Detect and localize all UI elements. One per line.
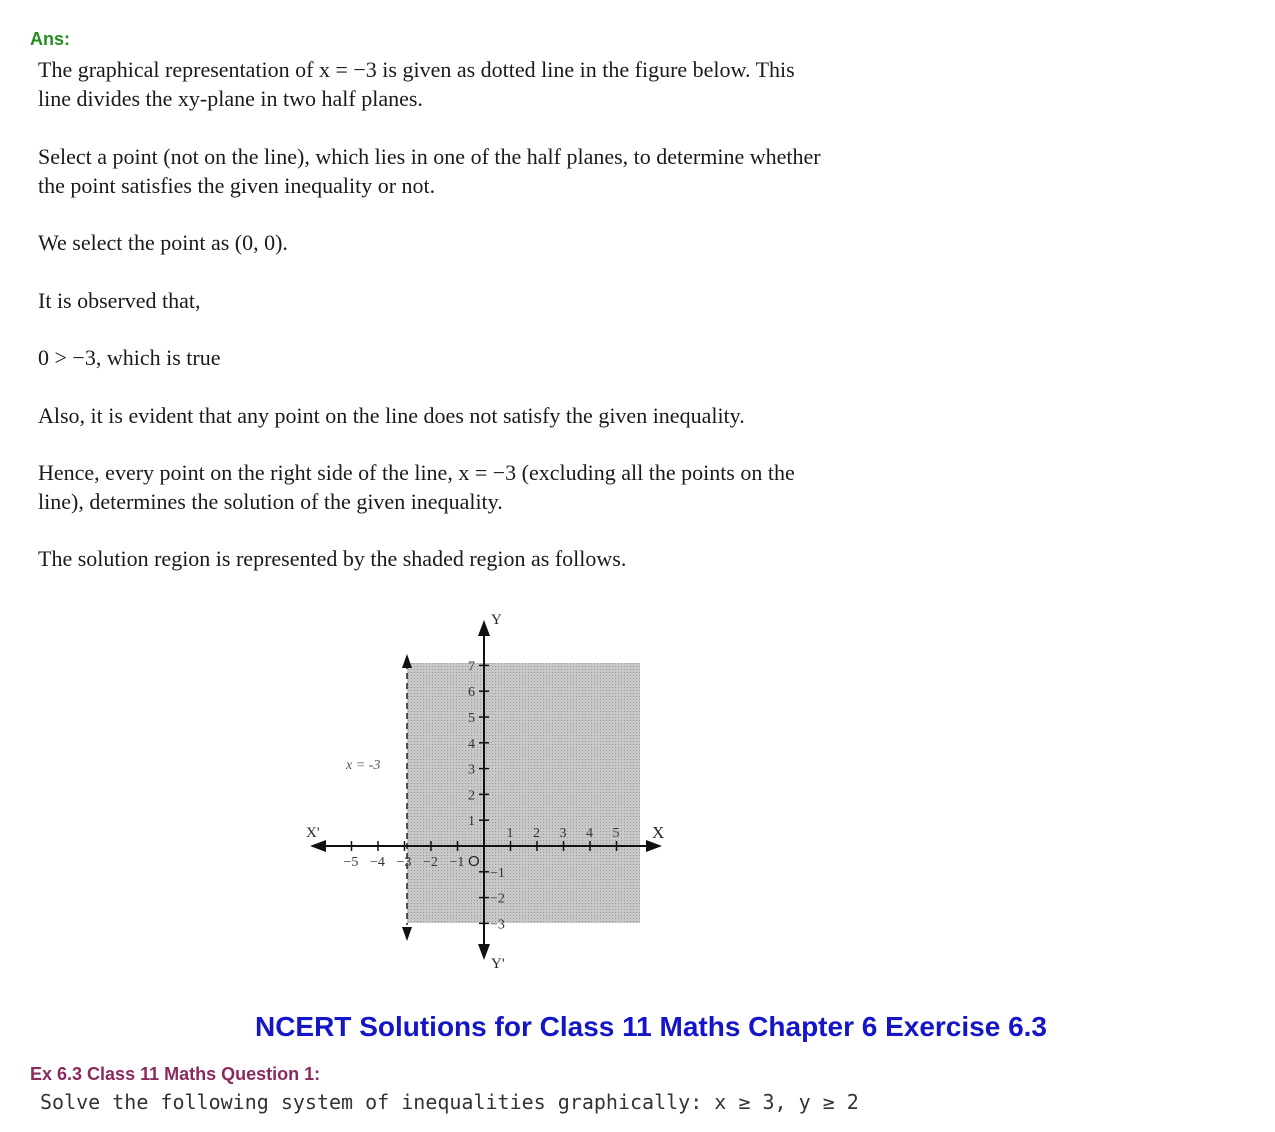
x-tick-label: 3	[559, 826, 567, 841]
graph-svg	[300, 600, 680, 980]
y-tick-label: 3	[468, 762, 475, 778]
axis-label-x: X	[652, 823, 665, 842]
x-tick-label: −4	[370, 855, 385, 870]
x-tick-label: −5	[343, 855, 359, 870]
axis-label-x-neg: X'	[306, 825, 320, 841]
paragraph-line: 0 > −3, which is true	[38, 345, 221, 370]
y-tick-label: −3	[490, 917, 505, 933]
y-tick-label: −1	[490, 865, 505, 881]
y-tick-label: 6	[468, 685, 475, 701]
paragraph-line: Hence, every point on the right side of the line, x = −3 (excluding all the points on the	[38, 460, 795, 485]
x-tick-label: −2	[423, 855, 438, 870]
section-heading: NCERT Solutions for Class 11 Maths Chapter 6 Exercise 6.3	[254, 1011, 1048, 1042]
answer-body	[38, 56, 938, 574]
paragraph-line: line divides the xy-plane in two half planes.	[38, 85, 423, 111]
dotted-line-arrow-up	[402, 654, 412, 668]
x-tick-label: −1	[449, 855, 465, 870]
question-text: Solve the following system of inequalities graphically: x ≥ 3, y ≥ 2	[40, 1090, 859, 1114]
paragraph-line: The solution region is represented by the shaded region as follows.	[38, 546, 627, 571]
x-tick-label: −3	[396, 855, 412, 870]
paragraph-line: Also, it is evident that any point on the line does not satisfy the given inequality.	[38, 402, 745, 428]
dotted-line-arrow-down	[402, 927, 412, 941]
x-axis-arrow-left	[310, 840, 326, 852]
origin-label: O	[468, 853, 480, 870]
axis-label-y: Y	[491, 612, 502, 628]
line-label: x = -3	[346, 758, 381, 773]
paragraph-line: line), determines the solution of the given inequality.	[38, 488, 503, 514]
y-tick-label: 1	[468, 814, 475, 830]
solution-region-graph	[300, 600, 680, 980]
paragraph-line: We select the point as (0, 0).	[38, 230, 288, 255]
shaded-region	[407, 663, 640, 923]
paragraph-line: The graphical representation of x = −3 is given as dotted line in the figure below. This	[38, 57, 795, 82]
y-tick-label: 4	[468, 736, 475, 752]
x-tick-label: 2	[533, 826, 540, 841]
x-tick-label: 4	[586, 826, 593, 841]
y-tick-label: −2	[490, 891, 505, 907]
x-tick-label: 5	[612, 826, 620, 841]
paragraph-line: the point satisfies the given inequality or not.	[38, 172, 436, 198]
axis-label-y-neg: Y'	[491, 956, 505, 972]
x-tick-label: 1	[506, 826, 514, 841]
y-tick-label: 2	[468, 788, 475, 804]
y-tick-label: 7	[468, 659, 475, 675]
answer-label: Ans:	[30, 29, 70, 49]
paragraph-line: Select a point (not on the line), which lies in one of the half planes, to determine whether	[38, 144, 821, 169]
y-axis-arrow-down	[478, 944, 490, 960]
y-axis-arrow-up	[478, 620, 490, 636]
paragraph-line: It is observed that,	[38, 287, 201, 313]
question-label: Ex 6.3 Class 11 Maths Question 1:	[30, 1064, 321, 1084]
y-tick-label: 5	[468, 711, 475, 726]
